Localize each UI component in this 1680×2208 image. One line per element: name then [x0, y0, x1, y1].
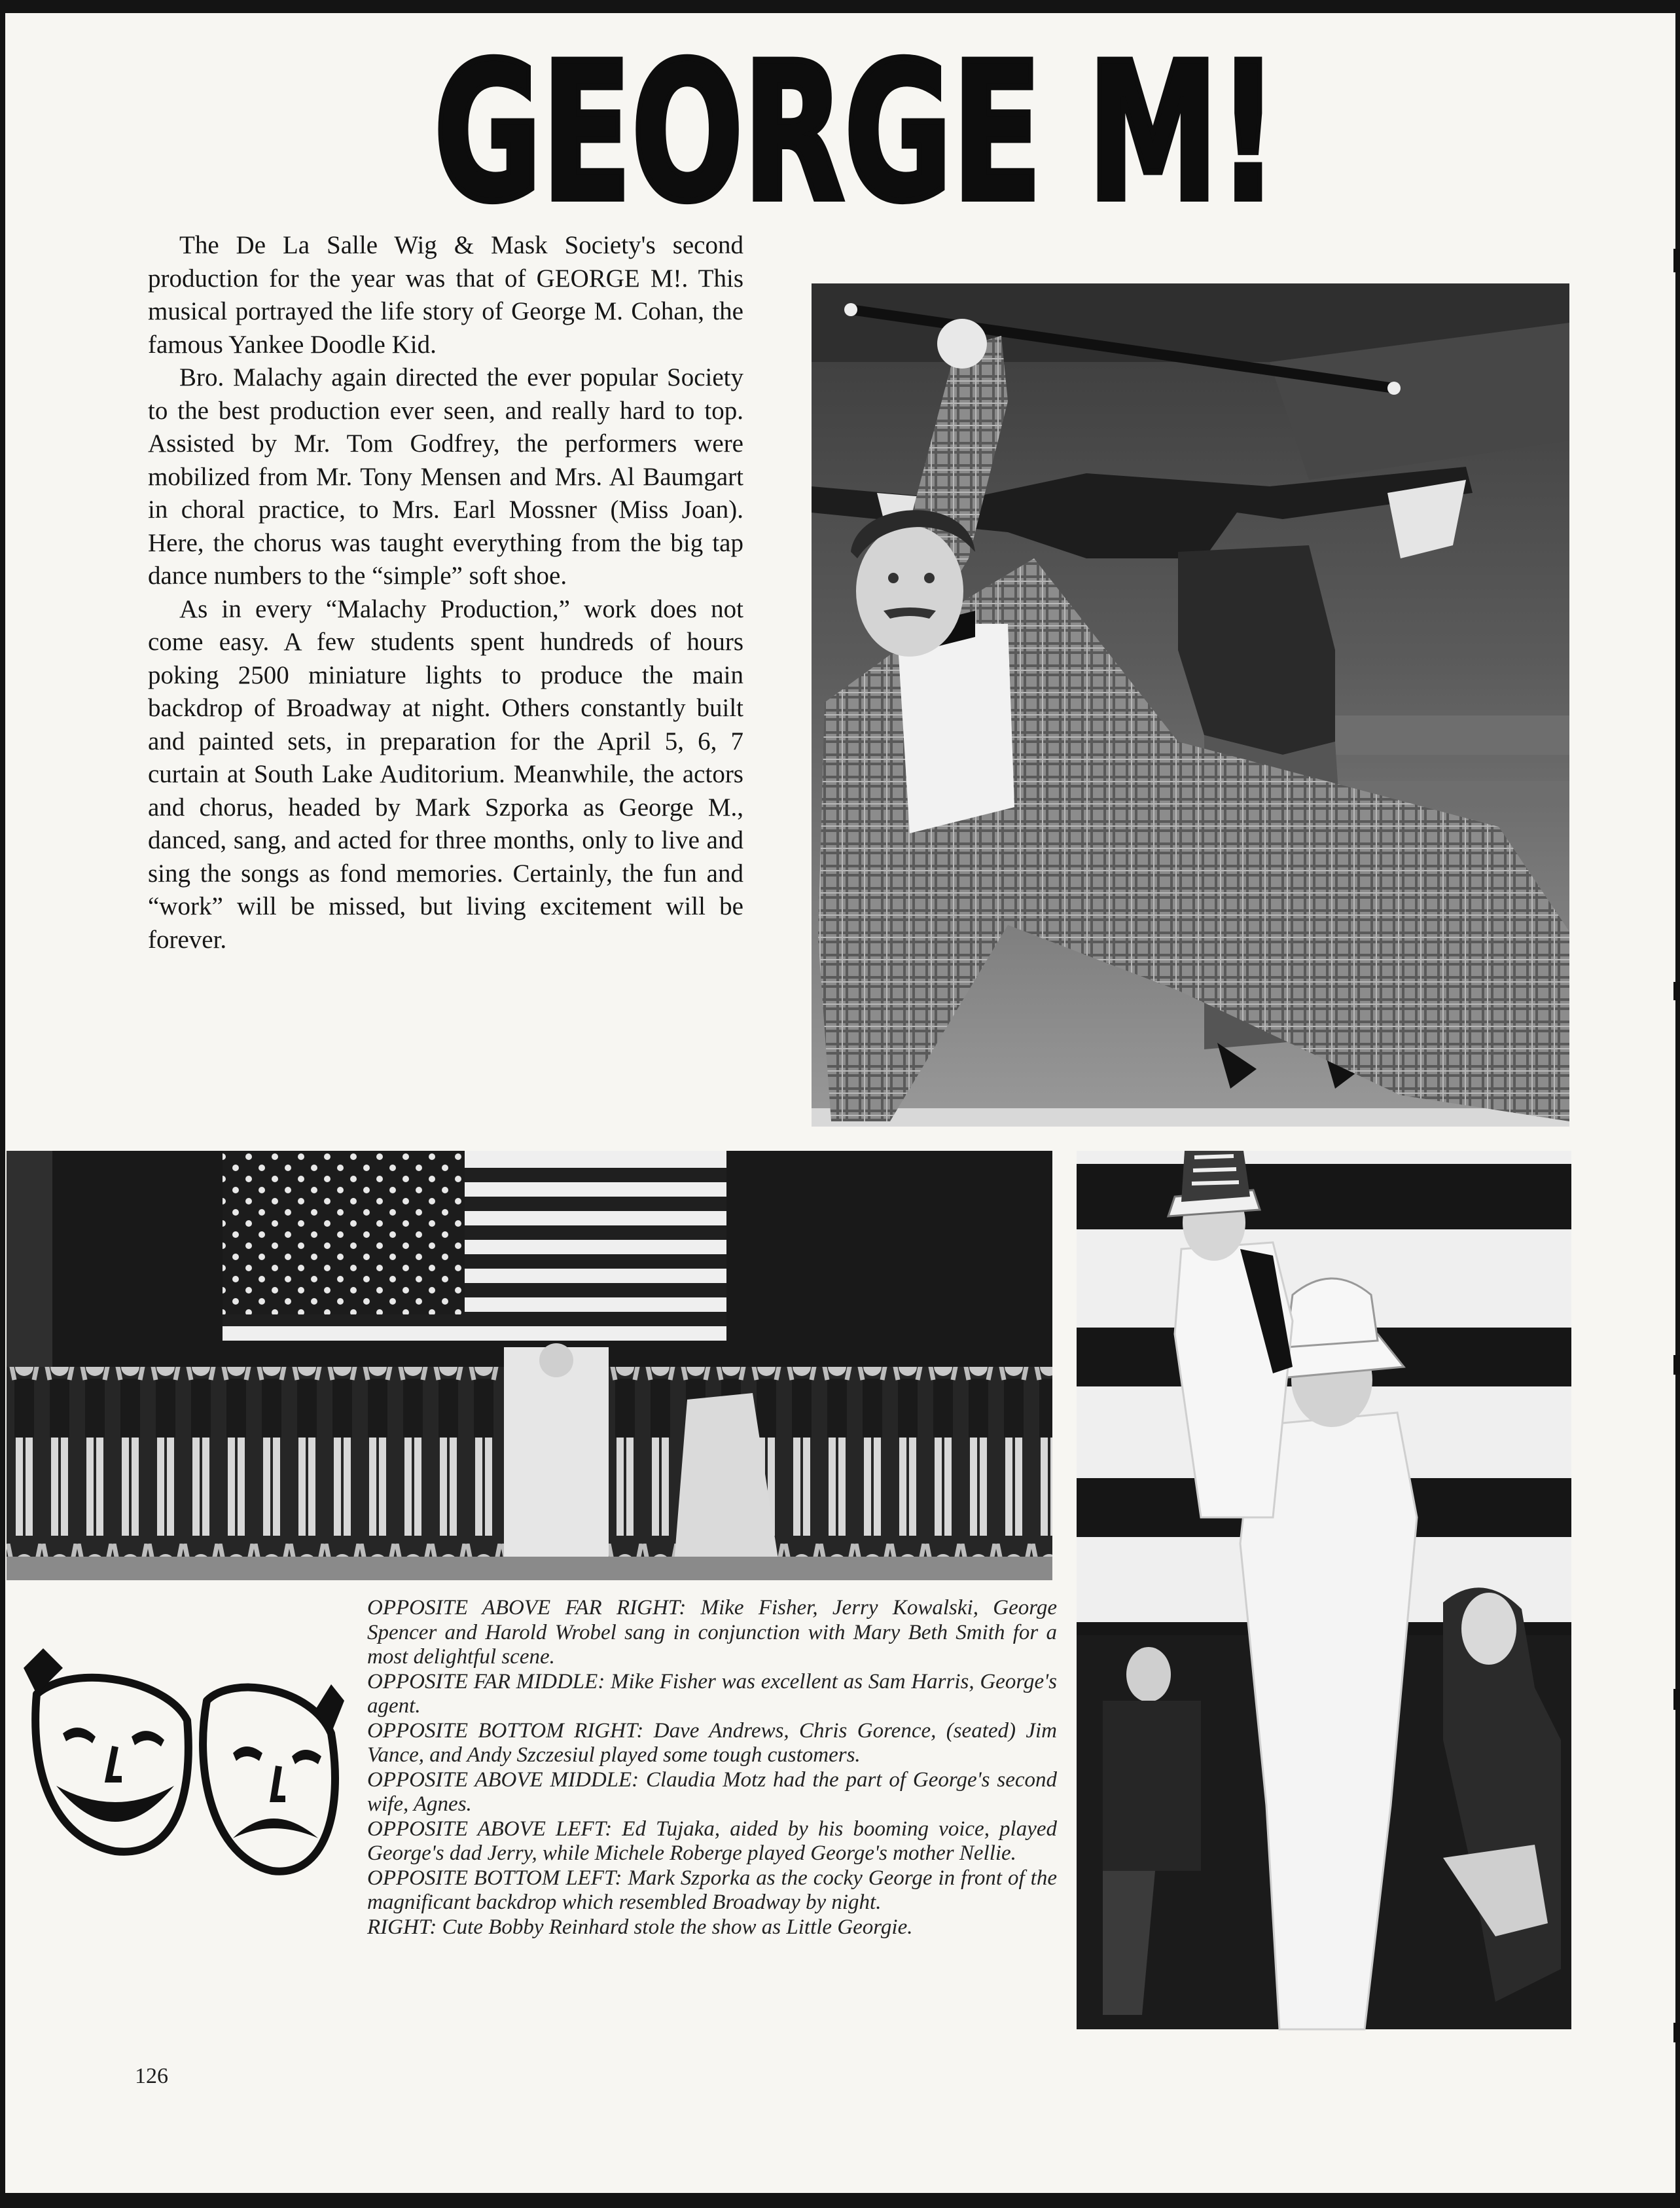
scan-edge-mark [1673, 249, 1680, 272]
photo-george-m-dancer [812, 283, 1569, 1127]
caption-item: OPPOSITE ABOVE FAR RIGHT: Mike Fisher, Jerry Kowalski, George Spencer and Harold Wrobel sang in conjunction with Mary Beth Smith for a most delightful scene. [367, 1596, 1057, 1669]
caption-item: OPPOSITE ABOVE LEFT: Ed Tujaka, aided by his booming voice, played George's dad Jerry, while Michele Roberge played George's mother Nellie. [367, 1817, 1057, 1865]
caption-item: OPPOSITE ABOVE MIDDLE: Claudia Motz had the part of George's second wife, Agnes. [367, 1767, 1057, 1816]
photo-cast-flag-finale [7, 1151, 1052, 1580]
page-number: 126 [135, 2064, 168, 2088]
caption-item: OPPOSITE BOTTOM RIGHT: Dave Andrews, Chris Gorence, (seated) Jim Vance, and Andy Szczesiul played some tough customers. [367, 1718, 1057, 1767]
scan-edge-mark [1673, 2023, 1680, 2042]
comedy-tragedy-masks-icon [17, 1622, 352, 1897]
article-paragraph: As in every “Malachy Production,” work does not come easy. A few students spent hundreds of hours poking 2500 miniature lights to produce the main backdrop of Broadway at night. Others constantly built and painted sets, in preparation for the April 5, 6, 7 curtain at South Lake Auditorium. Meanwhile, the actors and chorus, headed by Mark Szporka as George M., danced, sang, and acted for three months, only to live and sing the songs as fond memories. Certainly, the fun and “work” will be missed, but living excitement will be forever. [148, 594, 743, 954]
scan-edge-mark [1673, 1689, 1680, 1710]
caption-item: RIGHT: Cute Bobby Reinhard stole the show as Little Georgie. [367, 1915, 913, 1939]
page-title [398, 23, 1314, 244]
article-paragraph: The De La Salle Wig & Mask Society's second production for the year was that of GEORGE M!. This musical portrayed the life story of George M. Cohan, the famous Yankee Doodle Kid. [148, 231, 743, 359]
photo-little-georgie [1077, 1151, 1571, 2029]
scan-edge-mark [1673, 1355, 1680, 1375]
scan-edge-mark [1673, 982, 1680, 1000]
photo-captions [367, 1596, 1057, 1940]
caption-item: OPPOSITE FAR MIDDLE: Mike Fisher was excellent as Sam Harris, George's agent. [367, 1669, 1057, 1718]
yearbook-page [5, 13, 1675, 2193]
title-text: GEORGE M! [434, 23, 1278, 244]
article-paragraph: Bro. Malachy again directed the ever popular Society to the best production ever seen, and really hard to top. Assisted by Mr. Tom Godfrey, the performers were mobilized from Mr. Tony Mensen and Mrs. Al Baumgart in choral practice, to Mrs. Earl Mossner (Miss Joan). Here, the chorus was taught everything from the big tap dance numbers to the “simple” soft shoe. [148, 363, 743, 590]
caption-item: OPPOSITE BOTTOM LEFT: Mark Szporka as the cocky George in front of the magnificant backdrop which resembled Broadway by night. [367, 1866, 1057, 1914]
article-body [148, 229, 743, 956]
